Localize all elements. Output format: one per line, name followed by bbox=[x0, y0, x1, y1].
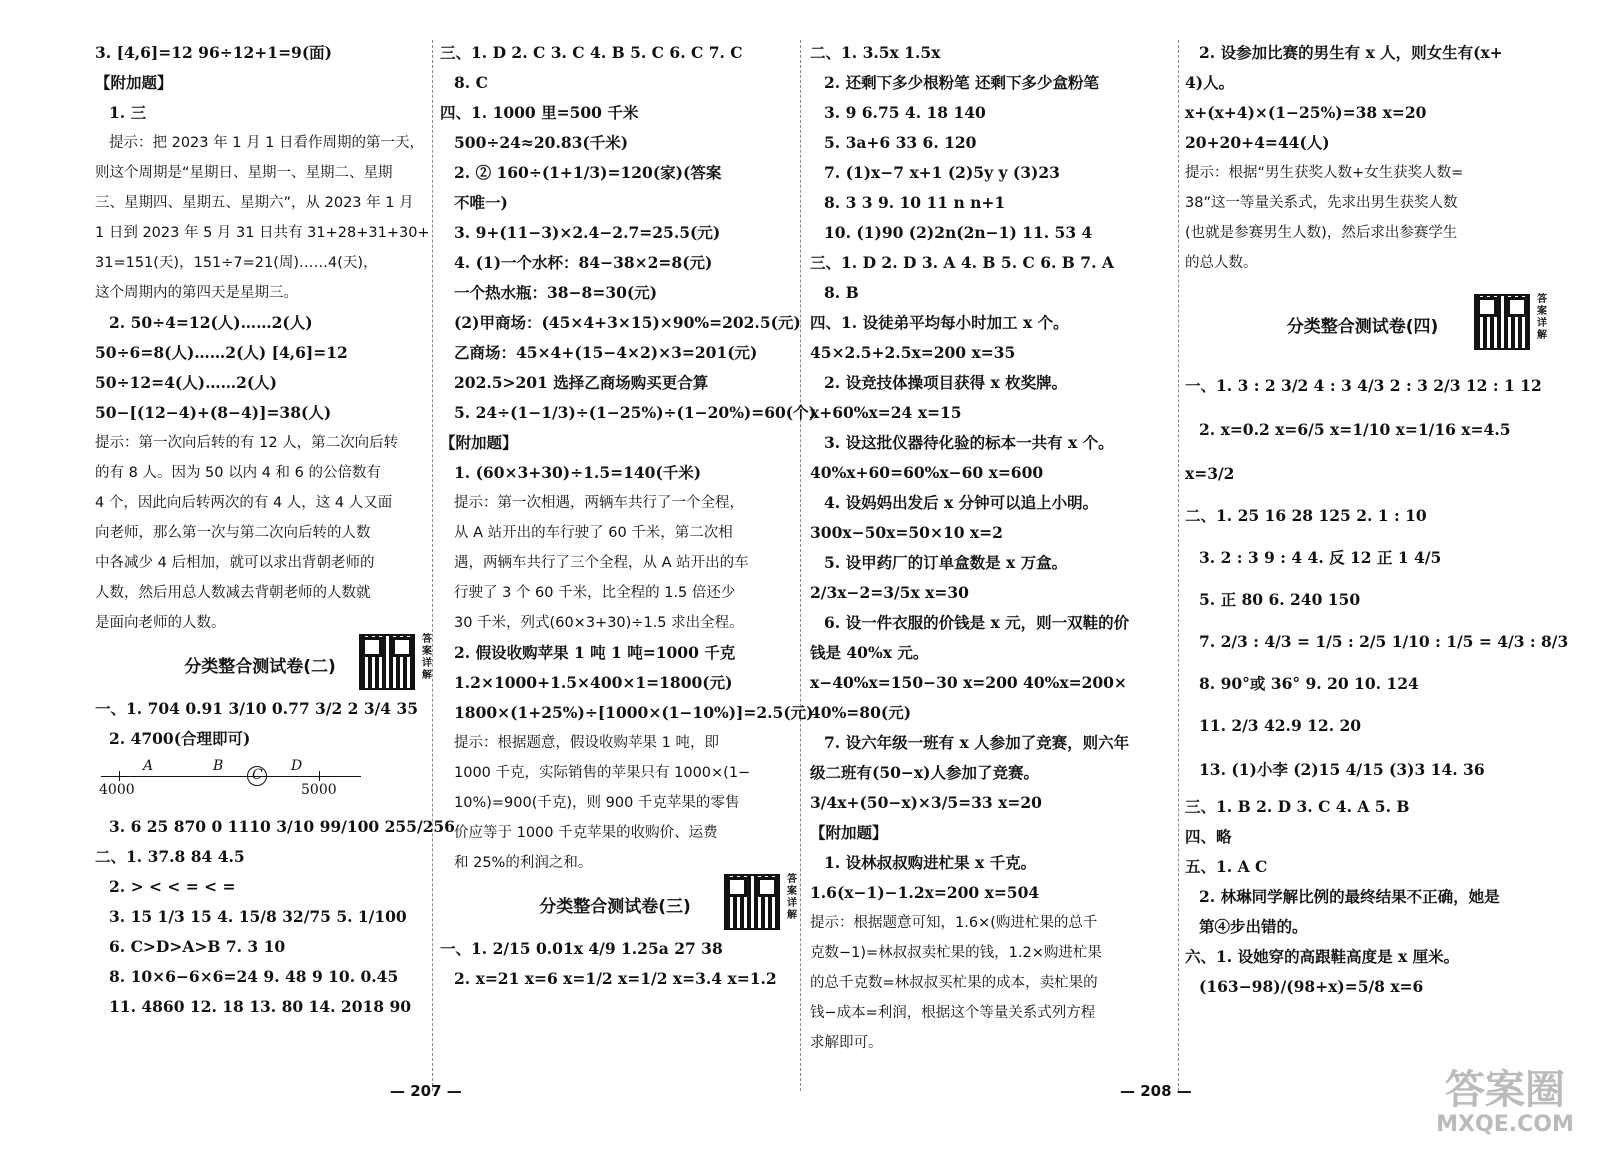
column-divider bbox=[432, 40, 433, 1091]
hint-line: 克数−1)=林叔叔卖杧果的钱，1.2×购进杧果 bbox=[810, 945, 1102, 961]
hint-line: 三、星期四、星期五、星期六”，从 2023 年 1 月 bbox=[95, 195, 414, 211]
hint-line: 遇，两辆车共行了三个全程，从 A 站开出的车 bbox=[454, 555, 749, 571]
test-title-text: 分类整合测试卷(三) bbox=[539, 897, 691, 917]
answer-line: 6. 设一件衣服的价钱是 x 元，则一双鞋的价 bbox=[824, 613, 1130, 632]
answer-line: 50÷12=4(人)……2(人) bbox=[95, 373, 278, 392]
hint-line: 提示：根据题意，假设收购苹果 1 吨，即 bbox=[454, 735, 719, 751]
answer-line: 级二班有(50−x)人参加了竞赛。 bbox=[810, 763, 1039, 782]
column-divider bbox=[800, 40, 801, 1091]
point-a-label: A bbox=[143, 758, 154, 774]
answer-line: 3. 6 25 870 0 1110 3/10 99/100 255/256 bbox=[109, 817, 455, 836]
answer-line: 二、1. 25 16 28 125 2. 1 : 10 bbox=[1185, 506, 1427, 525]
test-title bbox=[95, 634, 432, 682]
answer-line: 7. 2/3 : 4/3 = 1/5 : 2/5 1/10 : 1/5 = 4/3 : 8/3 bbox=[1199, 632, 1569, 651]
answer-line: 202.5>201 选择乙商场购买更合算 bbox=[454, 373, 709, 392]
answer-line: 一、1. 3 : 2 3/2 4 : 3 4/3 2 : 3 2/3 12 : 1 12 bbox=[1185, 376, 1542, 395]
answer-line: 不唯一) bbox=[454, 193, 508, 212]
answer-line: 一、1. 2/15 0.01x 4/9 1.25a 27 38 bbox=[440, 939, 723, 958]
hint-line: 的总人数。 bbox=[1185, 255, 1258, 271]
point-d-label: D bbox=[291, 758, 303, 774]
answer-line: 10. (1)90 (2)2n(2n−1) 11. 53 4 bbox=[824, 223, 1093, 242]
answer-line: 五、1. A C bbox=[1185, 857, 1268, 876]
test-title-text: 分类整合测试卷(四) bbox=[1286, 317, 1439, 337]
answer-line: 第④步出错的。 bbox=[1199, 917, 1308, 936]
test-title-text: 分类整合测试卷(二) bbox=[184, 657, 336, 677]
hint-line: 的总千克数=林叔叔买杧果的成本，卖杧果的 bbox=[810, 975, 1098, 991]
answer-line: 2. ② 160÷(1+1/3)=120(家)(答案 bbox=[454, 163, 722, 182]
hint-line: 价应等于 1000 千克苹果的收购价、运费 bbox=[454, 825, 718, 841]
answer-line: (163−98)/(98+x)=5/8 x=6 bbox=[1199, 977, 1424, 996]
point-c-label: C bbox=[252, 767, 263, 783]
qr-code-icon[interactable] bbox=[724, 874, 780, 930]
answer-line: 2. 设竞技体操项目获得 x 枚奖牌。 bbox=[824, 373, 1068, 392]
hint-line: 的有 8 人。因为 50 以内 4 和 6 的公倍数有 bbox=[95, 465, 381, 481]
answer-line: 4)人。 bbox=[1185, 73, 1235, 92]
number-line-right-value: 5000 bbox=[301, 782, 337, 798]
answer-line: 300x−50x=50×10 x=2 bbox=[810, 523, 1003, 542]
section-label: 【附加题】 bbox=[95, 73, 173, 92]
number-line-tick bbox=[319, 771, 320, 781]
answer-line: 3. 设这批仪器待化验的标本一共有 x 个。 bbox=[824, 433, 1114, 452]
answer-line: 1.2×1000+1.5×400×1=1800(元) bbox=[454, 673, 733, 692]
qr-label: 答案详解 bbox=[787, 874, 797, 921]
hint-line: 30 千米，列式(60×3+30)÷1.5 求出全程。 bbox=[454, 615, 744, 631]
hint-line: 是面向老师的人数。 bbox=[95, 615, 226, 631]
answer-line: 六、1. 设她穿的高跟鞋高度是 x 厘米。 bbox=[1185, 947, 1460, 966]
answer-line: 2. > < < = < = bbox=[109, 877, 236, 896]
column-4 bbox=[1185, 38, 1569, 1106]
answer-line: 8. C bbox=[454, 73, 488, 92]
hint-line: 求解即可。 bbox=[810, 1035, 883, 1051]
answer-line: 11. 4860 12. 18 13. 80 14. 2018 90 bbox=[109, 997, 412, 1016]
answer-line: 3. 15 1/3 15 4. 15/8 32/75 5. 1/100 bbox=[109, 907, 407, 926]
test-title bbox=[440, 874, 797, 922]
answer-line: (2)甲商场：(45×4+3×15)×90%=202.5(元) bbox=[454, 313, 801, 332]
answer-line: 13. (1)小李 (2)15 4/15 (3)3 14. 36 bbox=[1199, 760, 1485, 779]
answer-line: 三、1. B 2. D 3. C 4. A 5. B bbox=[1185, 797, 1410, 816]
answer-line: 钱是 40%x 元。 bbox=[810, 643, 929, 662]
answer-line: 8. 90°或 36° 9. 20 10. 124 bbox=[1199, 674, 1419, 693]
hint-line: 提示：把 2023 年 1 月 1 日看作周期的第一天， bbox=[109, 135, 425, 151]
answer-line: 四、1. 1000 里=500 千米 bbox=[440, 103, 639, 122]
answer-line: 40%x+60=60%x−60 x=600 bbox=[810, 463, 1044, 482]
answer-line: 四、略 bbox=[1185, 827, 1232, 846]
answer-line: 11. 2/3 42.9 12. 20 bbox=[1199, 716, 1362, 735]
answer-line: 5. 24÷(1−1/3)÷(1−25%)÷(1−20%)=60(个) bbox=[454, 403, 816, 422]
answer-line: 1800×(1+25%)÷[1000×(1−10%)]=2.5(元) bbox=[454, 703, 814, 722]
answer-line: x+(x+4)×(1−25%)=38 x=20 bbox=[1185, 103, 1427, 122]
hint-line: 提示：根据题意可知，1.6×(购进杧果的总千 bbox=[810, 915, 1098, 931]
answer-line: 2. 林琳同学解比例的最终结果不正确，她是 bbox=[1199, 887, 1500, 906]
hint-line: 38”这一等量关系式，先求出男生获奖人数 bbox=[1185, 195, 1458, 211]
answer-line: 8. 3 3 9. 10 11 n n+1 bbox=[824, 193, 1006, 212]
hint-line: 行驶了 3 个 60 千米，比全程的 1.5 倍还少 bbox=[454, 585, 736, 601]
answer-line: 3/4x+(50−x)×3/5=33 x=20 bbox=[810, 793, 1042, 812]
answer-line: 一个热水瓶：38−8=30(元) bbox=[454, 283, 658, 302]
answer-line: 一、1. 704 0.91 3/10 0.77 3/2 2 3/4 35 bbox=[95, 699, 419, 718]
number-line-tick bbox=[119, 771, 120, 781]
answer-line: 3. 9+(11−3)×2.4−2.7=25.5(元) bbox=[454, 223, 721, 242]
answer-line: 5. 正 80 6. 240 150 bbox=[1199, 590, 1361, 609]
qr-label: 答案详解 bbox=[1537, 294, 1547, 341]
answer-line: 2. x=0.2 x=6/5 x=1/10 x=1/16 x=4.5 bbox=[1199, 420, 1511, 439]
qr-code-icon[interactable] bbox=[359, 634, 415, 690]
answer-line: 45×2.5+2.5x=200 x=35 bbox=[810, 343, 1016, 362]
qr-code-icon[interactable] bbox=[1474, 294, 1530, 350]
answer-line: 3. 2 : 3 9 : 4 4. 反 12 正 1 4/5 bbox=[1199, 548, 1442, 567]
answer-line: 5. 3a+6 33 6. 120 bbox=[824, 133, 977, 152]
answer-line: x−40%x=150−30 x=200 40%x=200× bbox=[810, 673, 1127, 692]
answer-line: 2. x=21 x=6 x=1/2 x=1/2 x=3.4 x=1.2 bbox=[454, 969, 777, 988]
answer-line: 2. 假设收购苹果 1 吨 1 吨=1000 千克 bbox=[454, 643, 736, 662]
section-label: 【附加题】 bbox=[810, 823, 888, 842]
answer-line: 5. 设甲药厂的订单盒数是 x 万盒。 bbox=[824, 553, 1068, 572]
answer-line: 三、1. D 2. D 3. A 4. B 5. C 6. B 7. A bbox=[810, 253, 1114, 272]
answer-line: 500÷24≈20.83(千米) bbox=[454, 133, 629, 152]
answer-line: 8. 10×6−6×6=24 9. 48 9 10. 0.45 bbox=[109, 967, 399, 986]
answer-line: 1. 设林叔叔购进杧果 x 千克。 bbox=[824, 853, 1037, 872]
column-3 bbox=[810, 38, 1175, 1106]
qr-label: 答案详解 bbox=[422, 634, 432, 681]
hint-line: 31=151(天)，151÷7=21(周)……4(天)， bbox=[95, 255, 378, 271]
answer-line: 4. 设妈妈出发后 x 分钟可以追上小明。 bbox=[824, 493, 1099, 512]
hint-line: 这个周期内的第四天是星期三。 bbox=[95, 285, 298, 301]
answer-line: 二、1. 3.5x 1.5x bbox=[810, 43, 941, 62]
hint-line: 则这个周期是“星期日、星期一、星期二、星期 bbox=[95, 165, 393, 181]
number-line-diagram bbox=[95, 758, 425, 808]
answer-line: 3. [4,6]=12 96÷12+1=9(面) bbox=[95, 43, 333, 62]
hint-line: 10%)=900(千克)，则 900 千克苹果的零售 bbox=[454, 795, 740, 811]
hint-line: 提示：第一次向后转的有 12 人，第二次向后转 bbox=[95, 435, 399, 451]
hint-line: 人数，然后用总人数减去背朝老师的人数就 bbox=[95, 585, 371, 601]
number-line-left-value: 4000 bbox=[99, 782, 135, 798]
column-divider bbox=[1178, 40, 1179, 1091]
answer-line: 4. (1)一个水杯：84−38×2=8(元) bbox=[454, 253, 713, 272]
answer-line: 50÷6=8(人)……2(人) [4,6]=12 bbox=[95, 343, 348, 362]
answer-line: 3. 9 6.75 4. 18 140 bbox=[824, 103, 986, 122]
number-line-axis bbox=[101, 776, 361, 777]
answer-line: 2. 还剩下多少根粉笔 还剩下多少盒粉笔 bbox=[824, 73, 1099, 92]
hint-line: 和 25%的利润之和。 bbox=[454, 855, 593, 871]
answer-line: 50−[(12−4)+(8−4)]=38(人) bbox=[95, 403, 332, 422]
answer-line: 四、1. 设徒弟平均每小时加工 x 个。 bbox=[810, 313, 1069, 332]
hint-line: 从 A 站开出的车行驶了 60 千米，第二次相 bbox=[454, 525, 733, 541]
answer-line: 8. B bbox=[824, 283, 859, 302]
answer-line: 20+20+4=44(人) bbox=[1185, 133, 1330, 152]
watermark-text: 答案圈 bbox=[1445, 1067, 1565, 1113]
section-label: 【附加题】 bbox=[440, 433, 518, 452]
watermark-logo bbox=[1430, 1068, 1580, 1148]
answer-line: x+60%x=24 x=15 bbox=[810, 403, 962, 422]
answer-line: 7. (1)x−7 x+1 (2)5y y (3)23 bbox=[824, 163, 1060, 182]
test-title bbox=[1185, 294, 1547, 342]
answer-line: x=3/2 bbox=[1185, 464, 1235, 483]
answer-line: 2/3x−2=3/5x x=30 bbox=[810, 583, 969, 602]
answer-line: 6. C>D>A>B 7. 3 10 bbox=[109, 937, 286, 956]
answer-line: 1.6(x−1)−1.2x=200 x=504 bbox=[810, 883, 1040, 902]
column-2 bbox=[440, 38, 816, 1106]
answer-line: 7. 设六年级一班有 x 人参加了竞赛，则六年 bbox=[824, 733, 1130, 752]
answer-line: 三、1. D 2. C 3. C 4. B 5. C 6. C 7. C bbox=[440, 43, 743, 62]
answer-line: 40%=80(元) bbox=[810, 703, 912, 722]
hint-line: 1 日到 2023 年 5 月 31 日共有 31+28+31+30+ bbox=[95, 225, 430, 241]
answer-line: 2. 4700(合理即可) bbox=[109, 729, 251, 748]
point-b-label: B bbox=[213, 758, 224, 774]
answer-line: 1. (60×3+30)÷1.5=140(千米) bbox=[454, 463, 702, 482]
answer-line: 1. 三 bbox=[109, 103, 147, 122]
hint-line: 向老师，那么第一次与第二次向后转的人数 bbox=[95, 525, 371, 541]
watermark-url: MXQE.COM bbox=[1436, 1112, 1574, 1137]
hint-line: 中各减少 4 后相加，就可以求出背朝老师的 bbox=[95, 555, 375, 571]
hint-line: 提示：第一次相遇，两辆车共行了一个全程， bbox=[454, 495, 744, 511]
hint-line: 4 个，因此向后转两次的有 4 人，这 4 人又面 bbox=[95, 495, 393, 511]
answer-line: 2. 设参加比赛的男生有 x 人，则女生有(x+ bbox=[1199, 43, 1503, 62]
hint-line: 提示：根据“男生获奖人数+女生获奖人数= bbox=[1185, 165, 1464, 181]
answer-line: 2. 50÷4=12(人)……2(人) bbox=[109, 313, 313, 332]
hint-line: 钱−成本=利润，根据这个等量关系式列方程 bbox=[810, 1005, 1096, 1021]
hint-line: 1000 千克，实际销售的苹果只有 1000×(1− bbox=[454, 765, 751, 781]
answer-line: 乙商场：45×4+(15−4×2)×3=201(元) bbox=[454, 343, 758, 362]
hint-line: (也就是参赛男生人数)，然后求出参赛学生 bbox=[1185, 225, 1458, 241]
page-number-right: — 208 — bbox=[1120, 1082, 1192, 1100]
answer-line: 二、1. 37.8 84 4.5 bbox=[95, 847, 245, 866]
page-number-left: — 207 — bbox=[390, 1082, 462, 1100]
